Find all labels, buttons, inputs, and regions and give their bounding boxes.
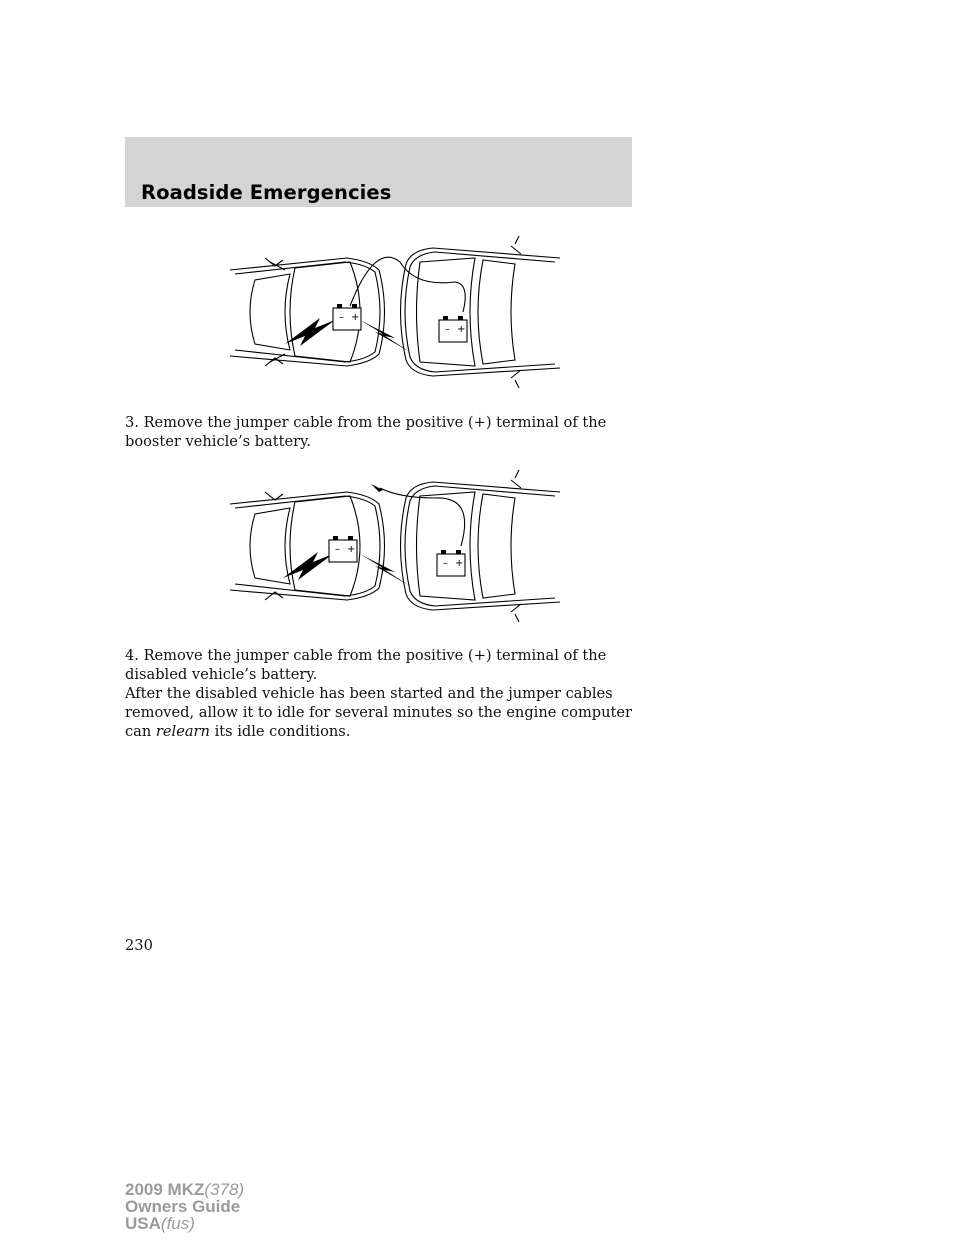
svg-text:+: + bbox=[351, 312, 360, 323]
jump-start-diagram-step-3 bbox=[225, 232, 565, 392]
battery-icon bbox=[439, 316, 467, 342]
section-header-band bbox=[125, 137, 632, 207]
step-3-text: 3. Remove the jumper cable from the positive (+) terminal of the booster vehicle’s battery. bbox=[125, 414, 607, 450]
two-cars-illustration bbox=[225, 232, 565, 392]
closing-paragraph: After the disabled vehicle has been started and the jumper cables removed, allow it to idle for several minutes so the engine computer can relearn its idle conditions. bbox=[125, 685, 633, 740]
page-number: 230 bbox=[125, 937, 153, 954]
relearn-emphasis: relearn bbox=[155, 723, 210, 740]
two-cars-illustration bbox=[225, 466, 565, 626]
svg-text:+: + bbox=[455, 558, 464, 569]
battery-icon bbox=[333, 304, 361, 330]
section-title: Roadside Emergencies bbox=[141, 181, 392, 204]
svg-text:+: + bbox=[457, 324, 466, 335]
jump-start-diagram-step-4 bbox=[225, 466, 565, 626]
footer-document-id: 2009 MKZ(378) Owners Guide USA(fus) bbox=[125, 1180, 245, 1233]
step-4-text: 4. Remove the jumper cable from the positive (+) terminal of the disabled vehicle’s battery. bbox=[125, 647, 607, 683]
svg-text:–: – bbox=[339, 312, 344, 323]
svg-text:+: + bbox=[347, 544, 356, 555]
battery-icon bbox=[329, 536, 357, 562]
svg-text:–: – bbox=[445, 324, 450, 335]
battery-icon bbox=[437, 550, 465, 576]
svg-text:–: – bbox=[335, 544, 340, 555]
svg-text:–: – bbox=[443, 558, 448, 569]
